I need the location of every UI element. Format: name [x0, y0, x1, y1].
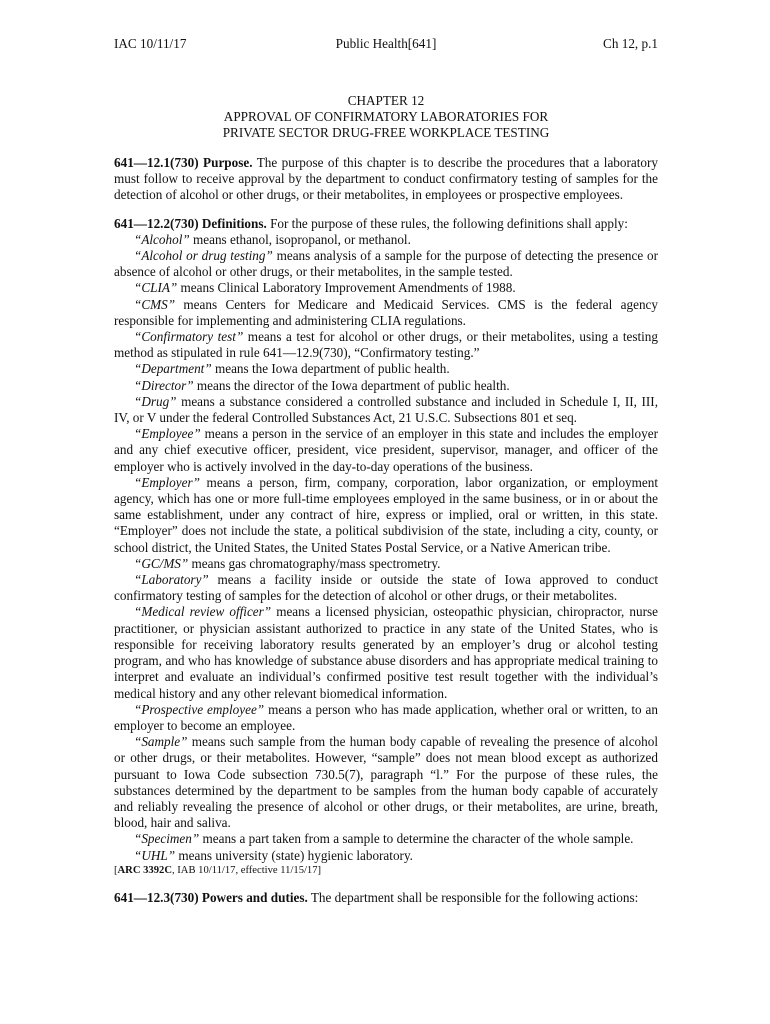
section-purpose-text: The purpose of this chapter is to describe the procedures that a laboratory must follow to receive approval by the department to conduct confirmatory testing of samples for the detection of alcohol or other drugs, or their metabolites, in employees or prospective employees.	[114, 155, 658, 203]
section-spacer	[114, 878, 658, 890]
source-note-arc: ARC 3392C	[117, 864, 172, 876]
definition-term: “Alcohol or drug testing”	[134, 248, 273, 264]
chapter-number: CHAPTER 12	[347, 93, 425, 108]
definition-term: “Alcohol”	[134, 231, 190, 247]
definition-item	[114, 248, 658, 280]
section-powers-heading: 641—12.3(730) Powers and duties.	[114, 889, 308, 905]
section-purpose	[114, 155, 658, 204]
definition-text: means ethanol, isopropanol, or methanol.	[189, 231, 411, 247]
chapter-title-line-1: APPROVAL OF CONFIRMATORY LABORATORIES FOR	[223, 109, 549, 125]
definition-item	[114, 734, 658, 831]
header-iac-date: IAC 10/11/17	[114, 36, 187, 51]
definition-term: “CMS”	[134, 296, 176, 312]
definition-item	[114, 232, 658, 248]
definition-item	[114, 604, 658, 701]
definition-text: means a substance considered a controlled substance and included in Schedule I, II, III, IV, or V under the federal Controlled Substances Act, 21 U.S.C. Subsections 801 et seq.	[114, 393, 658, 426]
definition-text: means a part taken from a sample to determine the character of the whole sample.	[199, 831, 634, 847]
definition-term: “Specimen”	[134, 831, 200, 847]
section-definitions	[114, 216, 658, 232]
chapter-title-line-2: PRIVATE SECTOR DRUG-FREE WORKPLACE TESTING	[222, 125, 550, 141]
definition-text: means gas chromatography/mass spectrometry.	[188, 555, 441, 571]
definition-term: “Laboratory”	[134, 572, 209, 588]
chapter-body	[114, 155, 658, 906]
definition-term: “Employer”	[134, 474, 200, 490]
definition-text: means a person in the service of an employer in this state and includes the employer and any chief executive officer, president, vice president, supervisor, manager, and officer of the employer who is actively involved in the day-to-day operations of the business.	[114, 426, 658, 474]
running-header	[114, 36, 658, 52]
definition-term: “Medical review officer”	[134, 604, 272, 620]
definition-item	[114, 556, 658, 572]
definition-text: means a person who has made application, whether oral or written, to an employer to become an employee.	[114, 701, 658, 733]
definition-item	[114, 297, 658, 329]
definition-text: means a facility inside or outside the state of Iowa approved to conduct confirmatory testing of samples for the detection of alcohol or other drugs, or their metabolites.	[114, 572, 658, 604]
definition-item	[114, 831, 658, 847]
definition-item	[114, 572, 658, 604]
section-powers-text: The department shall be responsible for the following actions:	[307, 889, 639, 905]
definition-term: “Sample”	[134, 734, 188, 750]
section-spacer	[114, 204, 658, 216]
section-definitions-heading: 641—12.2(730) Definitions.	[114, 215, 267, 231]
section-powers	[114, 890, 658, 906]
header-page-number: Ch 12, p.1	[603, 36, 658, 51]
definition-text: means a licensed physician, osteopathic physician, chiropractor, nurse practitioner, or physician assistant authorized to practice in any state of the United States, who is responsible for receiving laboratory results generated by an employer’s drug or alcohol testing program, and who has knowledge of substance abuse disorders and has appropriate medical training to interpret and evaluate an individual’s confirmed positive test result together with the individual’s medical history and any other relevant biomedical information.	[114, 604, 658, 701]
definition-item	[114, 361, 658, 377]
definition-text: means such sample from the human body capable of revealing the presence of alcohol or other drugs, or their metabolites. However, “sample” does not mean blood except as authorized pursuant to Iowa Code subsection 730.5(7), paragraph “l.” For the purpose of these rules, the substances determined by the department to be samples from the human body capable of accurately and reliably revealing the presence of alcohol or other drugs, or their metabolites, are urine, breath, blood, hair and saliva.	[114, 734, 658, 831]
definition-text: means the director of the Iowa department of public health.	[193, 377, 510, 393]
definition-text: means a test for alcohol or other drugs, or their metabolites, using a testing method as stipulated in rule 641—12.9(730), “Confirmatory testing.”	[114, 329, 658, 361]
section-definitions-intro: For the purpose of these rules, the following definitions shall apply:	[266, 215, 628, 231]
source-note-rest: , IAB 10/11/17, effective 11/15/17]	[171, 864, 322, 876]
definition-text: means a person, firm, company, corporation, labor organization, or employment agency, which has one or more full-time employees employed in the same business, or in or about the same establishment, under any contract of hire, express or implied, oral or written, in this state. “Employer” does not include the state, a political subdivision of the state, including a city, county, or school district, the United States, the United States Postal Service, or a Native American tribe.	[114, 474, 658, 555]
definition-item	[114, 426, 658, 475]
definition-item	[114, 475, 658, 556]
definition-term: “Director”	[134, 377, 194, 393]
definition-term: “Confirmatory test”	[134, 329, 244, 345]
definition-item	[114, 329, 658, 361]
definition-term: “UHL”	[134, 847, 176, 863]
header-agency: Public Health[641]	[335, 36, 437, 51]
definition-text: means the Iowa department of public health.	[211, 361, 450, 377]
definition-term: “CLIA”	[134, 280, 178, 296]
definition-term: “Department”	[134, 361, 212, 377]
source-note-open: [	[114, 864, 118, 876]
definition-item	[114, 378, 658, 394]
definition-text: means Clinical Laboratory Improvement Amendments of 1988.	[177, 280, 516, 296]
definition-term: “Employee”	[134, 426, 201, 442]
chapter-title-block	[114, 93, 658, 142]
section-purpose-heading: 641—12.1(730) Purpose.	[114, 155, 253, 170]
source-note	[114, 864, 658, 878]
definition-item	[114, 394, 658, 426]
definition-item	[114, 848, 658, 864]
definitions-list	[114, 232, 658, 864]
definition-text: means Centers for Medicare and Medicaid Services. CMS is the federal agency responsible for implementing and administering CLIA regulations.	[114, 296, 658, 328]
definition-text: means university (state) hygienic laboratory.	[175, 847, 413, 863]
definition-term: “Drug”	[134, 393, 177, 409]
definition-item	[114, 280, 658, 296]
definition-text: means analysis of a sample for the purpose of detecting the presence or absence of alcohol or other drugs, or their metabolites, in the sample tested.	[114, 248, 658, 280]
definition-term: “GC/MS”	[134, 555, 189, 571]
definition-item	[114, 702, 658, 734]
definition-term: “Prospective employee”	[134, 701, 265, 717]
